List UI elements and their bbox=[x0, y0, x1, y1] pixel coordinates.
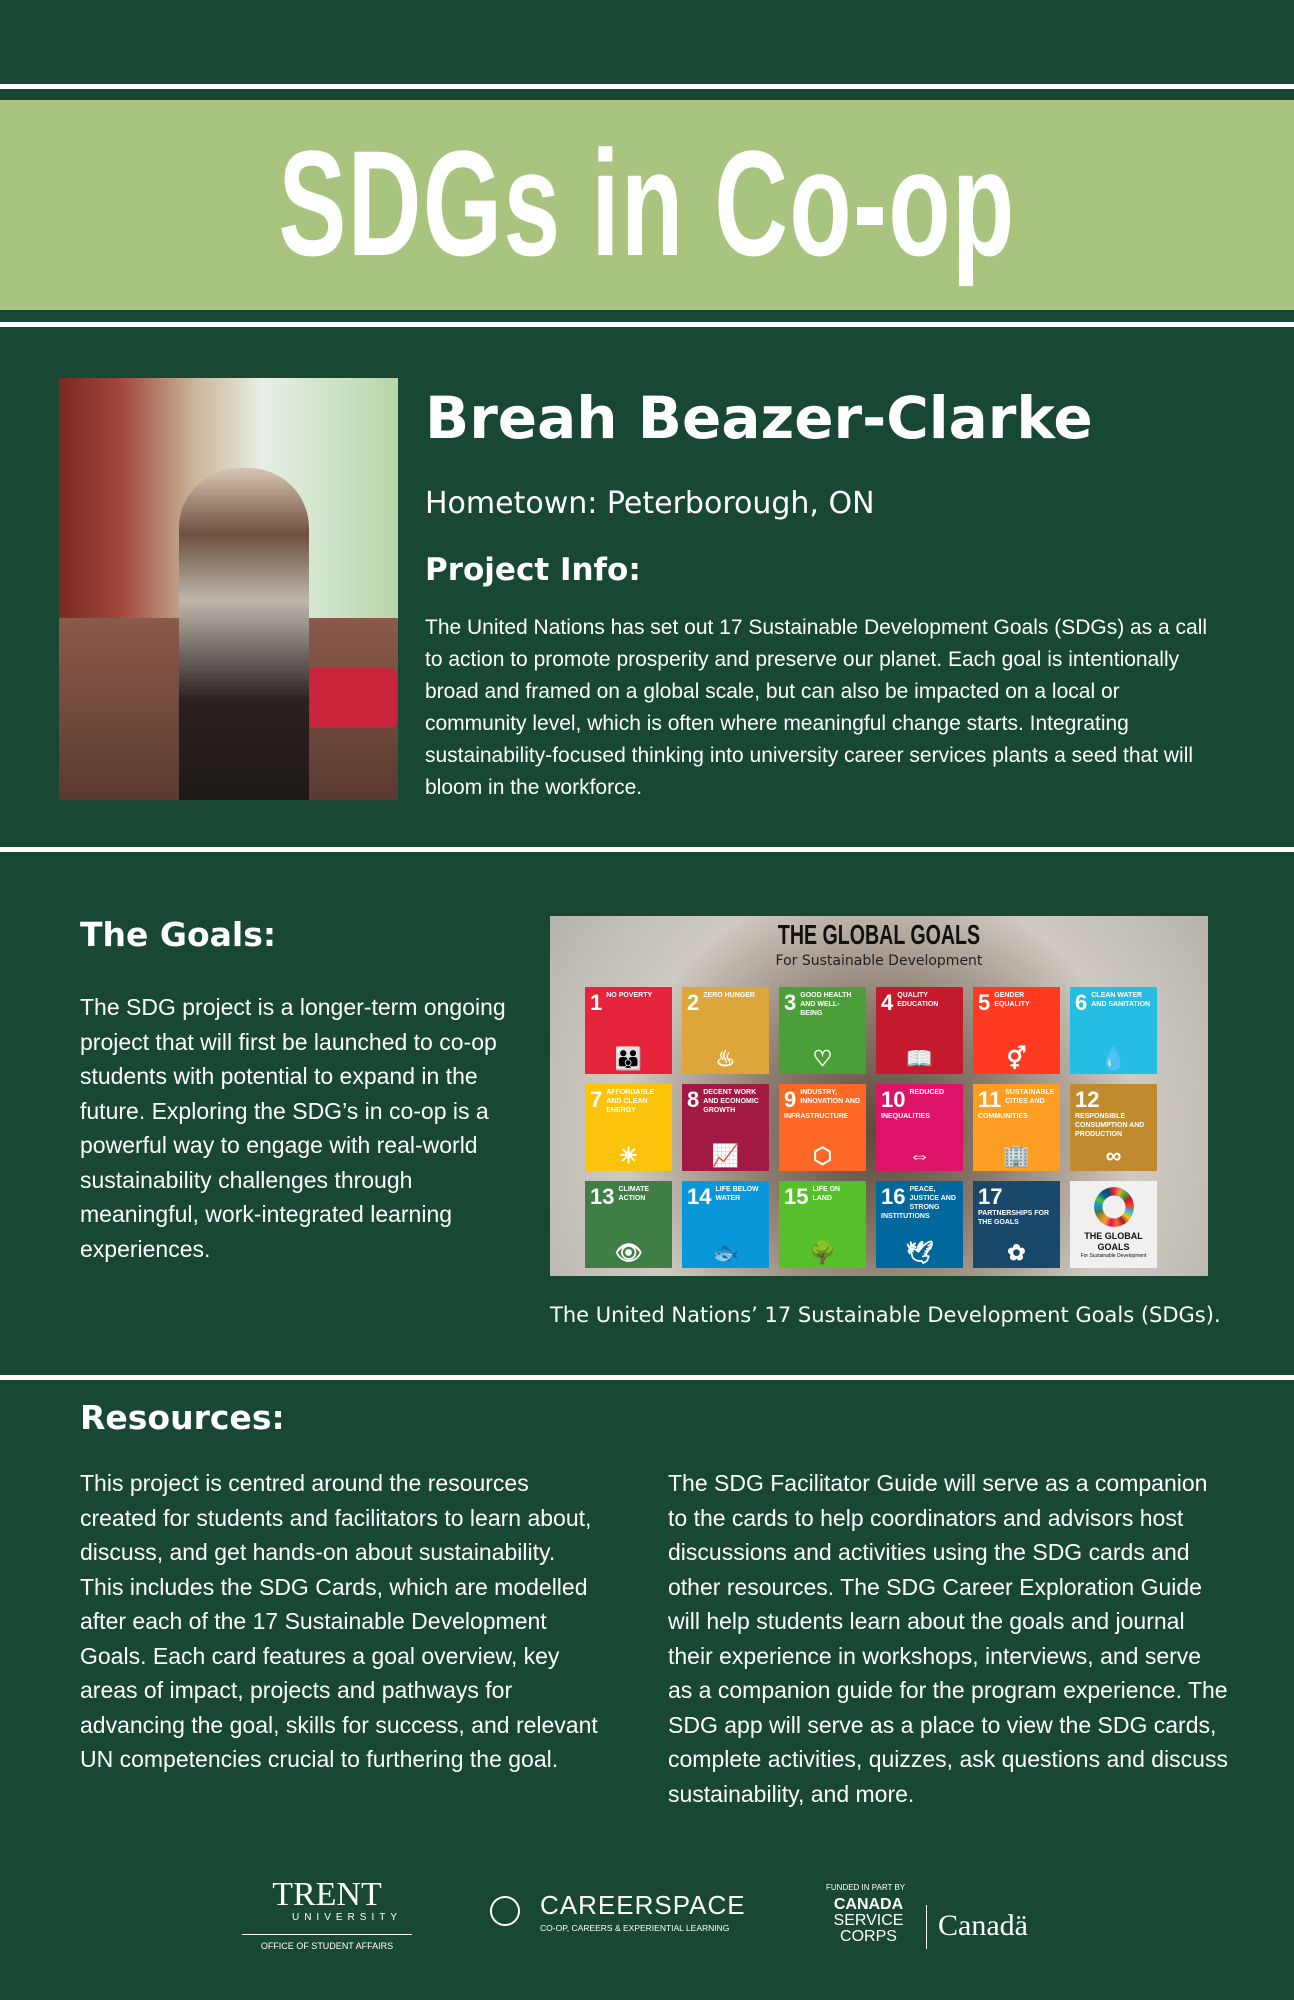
hometown: Hometown: Peterborough, ON bbox=[425, 486, 875, 521]
shapes-icon bbox=[490, 1896, 520, 1926]
resources-left-text: This project is centred around the resources created for students and facilitators to learn about, discuss, and get hands-on about sustainability. This includes the SDG Cards, which are modelled after each of the 17 Sustainable Development Goals. Each card features a goal overview, key areas of impact, projects and pathways for advancing the goal, skills for success, and relevant UN competencies crucial to furthering the goal. bbox=[80, 1470, 598, 1772]
goals-heading: The Goals: bbox=[80, 915, 277, 954]
csc-line1: CANADA bbox=[833, 1896, 904, 1913]
goal-label: GOOD HEALTH AND WELL-BEING bbox=[800, 992, 852, 1017]
goal-icon: 👪 bbox=[614, 1046, 643, 1071]
goal-label: NO POVERTY bbox=[606, 992, 653, 999]
goal-label: AFFORDABLE AND CLEAN ENERGY bbox=[606, 1089, 655, 1114]
sdg-tile-7 bbox=[585, 1084, 672, 1171]
trent-wordmark: TRENT bbox=[272, 1876, 382, 1913]
project-info-heading: Project Info: bbox=[425, 552, 641, 588]
sdg-tile-2 bbox=[682, 987, 769, 1074]
goal-label: LIFE ON LAND bbox=[812, 1186, 841, 1202]
logo-tile-subtitle: For Sustainable Development bbox=[1080, 1253, 1147, 1259]
global-goals-logo-tile bbox=[1070, 1181, 1157, 1268]
sdg-tile-4 bbox=[876, 987, 963, 1074]
goal-label: QUALITY EDUCATION bbox=[897, 992, 939, 1008]
csc-line3: CORPS bbox=[840, 1928, 897, 1945]
page-title: SDGs in Co-op bbox=[278, 119, 1016, 287]
goal-label: PARTNERSHIPS FOR THE GOALS bbox=[978, 1210, 1050, 1226]
resources-right-text: The SDG Facilitator Guide will serve as a companion to the cards to help coordinators and advisors host discussions and activities using the SDG cards and other resources. The SDG Career Exploration Guide will help students learn about the goals and journal their experience in workshops, interviews, and serve as a companion guide for the program experience. The SDG app will serve as a place to view the SDG cards, complete activities, quizzes, ask questions and discuss sustainability, and more. bbox=[668, 1470, 1228, 1807]
canada-service-corps-logo bbox=[826, 1883, 1028, 1945]
global-goals-image bbox=[550, 916, 1208, 1276]
goal-icon: ♡ bbox=[812, 1046, 833, 1071]
global-goals-subtitle: For Sustainable Development bbox=[775, 953, 983, 969]
sdg-tile-17 bbox=[973, 1181, 1060, 1268]
sdg-tile-10 bbox=[876, 1084, 963, 1171]
goal-number: 7 bbox=[590, 1087, 603, 1112]
goal-number: 2 bbox=[687, 990, 700, 1015]
divider bbox=[0, 322, 1294, 327]
logo-tile-title: THE GLOBAL GOALS bbox=[1084, 1231, 1143, 1252]
student-name: Breah Beazer-Clarke bbox=[425, 384, 1093, 452]
goal-icon: ⇔ bbox=[908, 1143, 931, 1168]
goal-number: 5 bbox=[978, 990, 991, 1015]
careerspace-wordmark: CAREERSPACE bbox=[540, 1890, 746, 1920]
goal-icon: ⚥ bbox=[1006, 1046, 1027, 1071]
goal-label: GENDER EQUALITY bbox=[994, 992, 1030, 1008]
sdg-tile-11 bbox=[973, 1084, 1060, 1171]
resources-heading: Resources: bbox=[80, 1398, 285, 1437]
goal-icon: 📈 bbox=[711, 1143, 740, 1168]
goal-label: DECENT WORK AND ECONOMIC GROWTH bbox=[703, 1089, 759, 1114]
sdg-wheel-icon bbox=[1094, 1187, 1134, 1227]
goal-icon: ☀ bbox=[618, 1143, 639, 1168]
divider bbox=[0, 1375, 1294, 1380]
goal-icon: 🏢 bbox=[1002, 1143, 1031, 1168]
sdg-tile-9 bbox=[779, 1084, 866, 1171]
goal-number: 9 bbox=[784, 1087, 797, 1112]
sdg-tile-16 bbox=[876, 1181, 963, 1268]
csc-line2: SERVICE bbox=[833, 1912, 904, 1929]
sdg-tile-14 bbox=[682, 1181, 769, 1268]
sdg-tile-15 bbox=[779, 1181, 866, 1268]
goal-icon: 👁 bbox=[614, 1240, 643, 1265]
image-caption: The United Nations’ 17 Sustainable Development Goals (SDGs). bbox=[550, 1303, 1221, 1327]
goal-label: LIFE BELOW WATER bbox=[715, 1186, 759, 1202]
goal-label: CLIMATE ACTION bbox=[618, 1186, 650, 1202]
goal-number: 12 bbox=[1075, 1087, 1100, 1112]
goal-icon: 🕊 bbox=[905, 1240, 934, 1265]
goal-icon: 🐟 bbox=[711, 1240, 740, 1265]
goal-number: 14 bbox=[687, 1184, 712, 1209]
divider bbox=[0, 847, 1294, 852]
goal-label: PEACE, JUSTICE AND STRONG INSTITUTIONS bbox=[881, 1186, 956, 1220]
goal-number: 16 bbox=[881, 1184, 906, 1209]
goal-icon: 📖 bbox=[905, 1046, 934, 1071]
goal-number: 15 bbox=[784, 1184, 809, 1209]
funded-label: FUNDED IN PART BY bbox=[826, 1883, 906, 1892]
goal-icon: 💧 bbox=[1099, 1046, 1128, 1071]
goal-number: 3 bbox=[784, 990, 797, 1015]
goal-label: RESPONSIBLE CONSUMPTION AND PRODUCTION bbox=[1075, 1113, 1145, 1138]
goal-number: 11 bbox=[978, 1087, 1002, 1112]
sdg-tile-8 bbox=[682, 1084, 769, 1171]
goal-number: 1 bbox=[590, 990, 603, 1015]
trent-logo bbox=[242, 1878, 412, 1952]
goal-label: SUSTAINABLE CITIES AND COMMUNITIES bbox=[978, 1089, 1055, 1120]
goal-icon: ♨ bbox=[715, 1046, 736, 1071]
goal-number: 13 bbox=[590, 1184, 615, 1209]
sdg-tile-6 bbox=[1070, 987, 1157, 1074]
goal-number: 4 bbox=[881, 990, 894, 1015]
divider bbox=[0, 84, 1294, 89]
sdg-tile-1 bbox=[585, 987, 672, 1074]
global-goals-title: THE GLOBAL GOALS bbox=[777, 919, 981, 950]
goal-label: INDUSTRY, INNOVATION AND INFRASTRUCTURE bbox=[784, 1089, 861, 1120]
sdg-tile-3 bbox=[779, 987, 866, 1074]
sdg-tile-13 bbox=[585, 1181, 672, 1268]
goal-icon: ⬡ bbox=[812, 1143, 833, 1168]
trent-office: OFFICE OF STUDENT AFFAIRS bbox=[242, 1934, 412, 1952]
goal-icon: ✿ bbox=[1007, 1240, 1026, 1265]
goal-number: 10 bbox=[881, 1087, 906, 1112]
profile-photo bbox=[59, 378, 398, 800]
careerspace-tagline: CO-OP, CAREERS & EXPERIENTIAL LEARNING bbox=[540, 1923, 730, 1933]
goal-number: 8 bbox=[687, 1087, 700, 1112]
goal-number: 17 bbox=[978, 1184, 1003, 1209]
goal-icon: ∞ bbox=[1105, 1143, 1122, 1168]
goal-label: CLEAN WATER AND SANITATION bbox=[1091, 992, 1151, 1008]
trent-university: UNIVERSITY bbox=[291, 1912, 402, 1923]
goal-number: 6 bbox=[1075, 990, 1088, 1015]
project-info-text: The United Nations has set out 17 Sustainable Development Goals (SDGs) as a call to action to promote prosperity and preserve our planet. Each goal is intentionally broad and framed on a global scale, but can also be impacted on a local or community level, which is often where meaningful change starts. Integrating sustainability-focused thinking into university career services plants a seed that will bloom in the workforce. bbox=[425, 616, 1208, 799]
goals-text: The SDG project is a longer-term ongoing project that will first be launched to co-op students with potential to expand in the future. Exploring the SDG’s in co-op is a powerful way to engage with real-world sustainability challenges through meaningful, work-integrated learning experiences. bbox=[80, 994, 506, 1262]
sdg-tile-12 bbox=[1070, 1084, 1157, 1171]
goal-label: ZERO HUNGER bbox=[703, 992, 755, 999]
sdg-tile-5 bbox=[973, 987, 1060, 1074]
goal-label: REDUCED INEQUALITIES bbox=[881, 1089, 945, 1120]
canada-wordmark: Canadä bbox=[938, 1909, 1028, 1942]
goal-icon: 🌳 bbox=[808, 1240, 837, 1265]
